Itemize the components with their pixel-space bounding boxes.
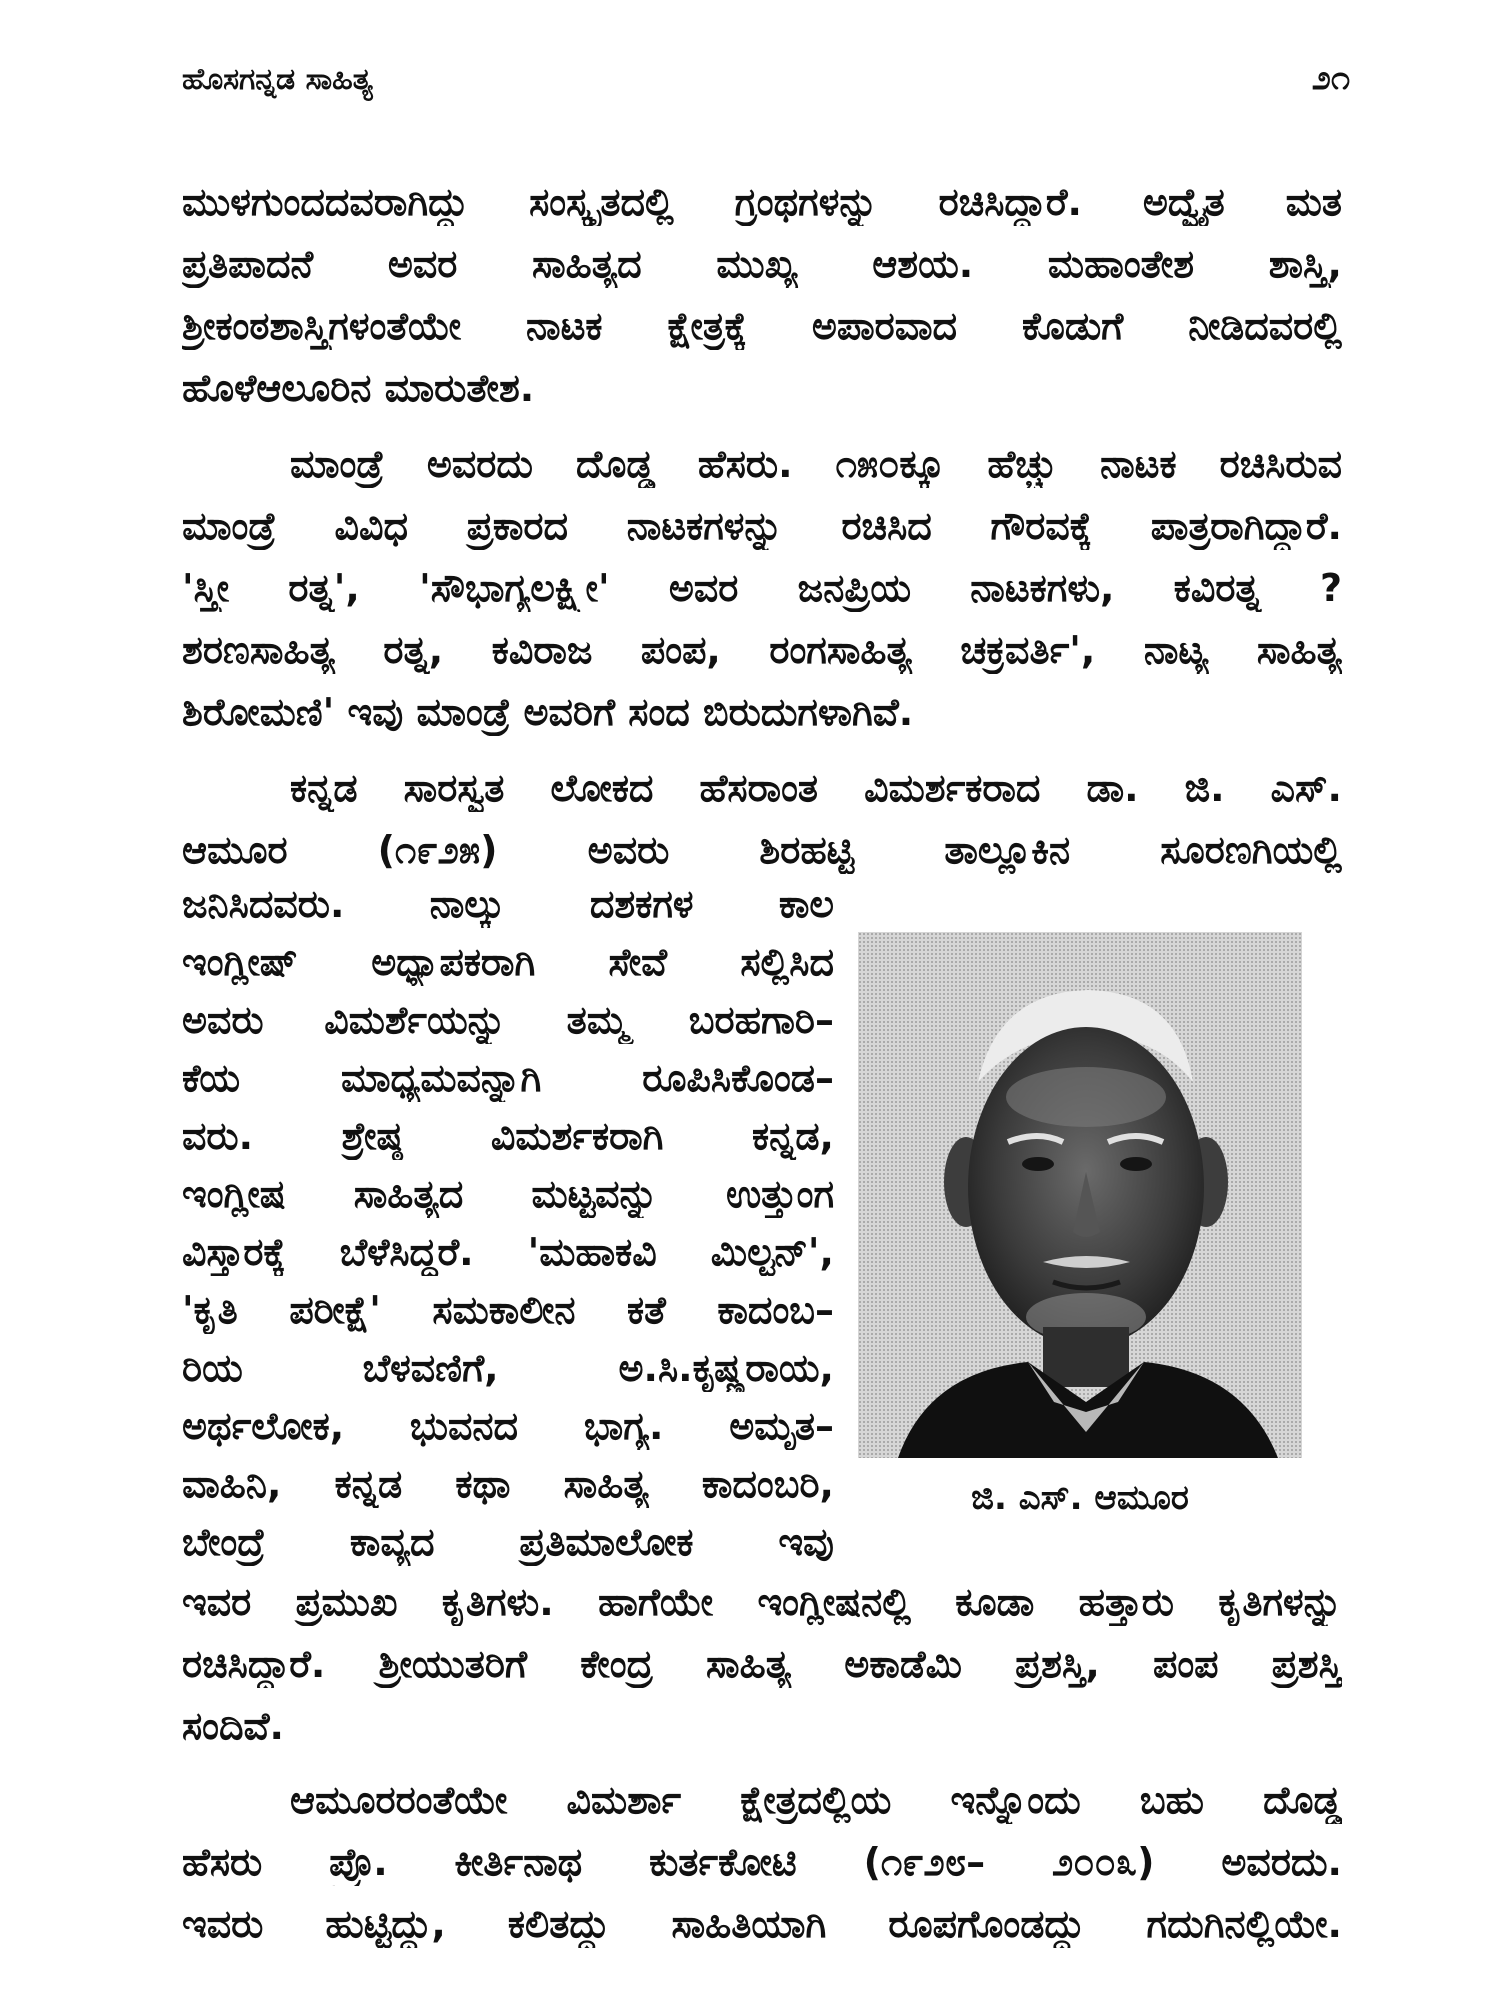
text-line: ಕೆಯ ಮಾಧ್ಯಮವನ್ನಾಗಿ ರೂಪಿಸಿಕೊಂಡ– (182, 1056, 834, 1100)
text-line: ವರು. ಶ್ರೇಷ್ಠ ವಿಮರ್ಶಕರಾಗಿ ಕನ್ನಡ, (182, 1114, 834, 1158)
text-line: ಬೇಂದ್ರೆ ಕಾವ್ಯದ ಪ್ರತಿಮಾಲೋಕ ಇವು (182, 1520, 834, 1564)
text-line: ವಿಸ್ತಾರಕ್ಕೆ ಬೆಳೆಸಿದ್ದರೆ. 'ಮಹಾಕವಿ ಮಿಲ್ಟನ್', (182, 1230, 834, 1274)
photo-caption: ಜಿ. ಎಸ್. ಆಮೂರ (971, 1478, 1189, 1518)
text-line: ಆಮೂರ (೧೯೨೫) ಅವರು ಶಿರಹಟ್ಟಿ ತಾಲ್ಲೂಕಿನ ಸೂರಣಗಿಯಲ್ಲಿ (182, 828, 1342, 872)
text-line: ಹೊಳೆಆಲೂರಿನ ಮಾರುತೇಶ. (182, 366, 535, 410)
text-line: ಸಂದಿವೆ. (182, 1704, 284, 1748)
text-line: ಇವರು ಹುಟ್ಟಿದ್ದು, ಕಲಿತದ್ದು ಸಾಹಿತಿಯಾಗಿ ರೂಪಗೊಂಡದ್ದು ಗದುಗಿನಲ್ಲಿಯೇ. (182, 1902, 1342, 1946)
page-number: ೨೧ (1311, 58, 1350, 98)
text-line: ಪ್ರತಿಪಾದನೆ ಅವರ ಸಾಹಿತ್ಯದ ಮುಖ್ಯ ಆಶಯ. ಮಹಾಂತೇಶ ಶಾಸ್ತ್ರಿ, (182, 242, 1342, 286)
text-line: ಇಂಗ್ಲೀಷ ಸಾಹಿತ್ಯದ ಮಟ್ಟವನ್ನು ಉತ್ತುಂಗ (182, 1172, 834, 1216)
text-line: ಇವರ ಪ್ರಮುಖ ಕೃತಿಗಳು. ಹಾಗೆಯೇ ಇಂಗ್ಲೀಷನಲ್ಲಿ ಕೂಡಾ ಹತ್ತಾರು ಕೃತಿಗಳನ್ನು (182, 1580, 1342, 1624)
text-line: ಶ್ರೀಕಂಠಶಾಸ್ತ್ರಿಗಳಂತೆಯೇ ನಾಟಕ ಕ್ಷೇತ್ರಕ್ಕೆ ಅಪಾರವಾದ ಕೊಡುಗೆ ನೀಡಿದವರಲ್ಲಿ (182, 304, 1342, 348)
text-line: ಮಾಂಡ್ರೆ ಅವರದು ದೊಡ್ಡ ಹೆಸರು. ೧೫೦ಕ್ಕೂ ಹೆಚ್ಚು ನಾಟಕ ರಚಿಸಿರುವ (290, 442, 1342, 486)
text-line: ಅರ್ಥಲೋಕ, ಭುವನದ ಭಾಗ್ಯ. ಅಮೃತ– (182, 1404, 834, 1448)
text-line: ಆಮೂರರಂತೆಯೇ ವಿಮರ್ಶಾ ಕ್ಷೇತ್ರದಲ್ಲಿಯ ಇನ್ನೊಂದು ಬಹು ದೊಡ್ಡ (290, 1778, 1342, 1822)
portrait-photo (858, 932, 1302, 1458)
text-line: 'ಸ್ತ್ರೀ ರತ್ನ', 'ಸೌಭಾಗ್ಯಲಕ್ಷ್ಮೀ' ಅವರ ಜನಪ್ರಿಯ ನಾಟಕಗಳು, ಕವಿರತ್ನ ? (182, 566, 1342, 610)
text-line: ಅವರು ವಿಮರ್ಶೆಯನ್ನು ತಮ್ಮ ಬರಹಗಾರಿ– (182, 998, 834, 1042)
text-line: ಕನ್ನಡ ಸಾರಸ್ವತ ಲೋಕದ ಹೆಸರಾಂತ ವಿಮರ್ಶಕರಾದ ಡಾ. ಜಿ. ಎಸ್. (290, 766, 1342, 810)
text-line: ಮುಳಗುಂದದವರಾಗಿದ್ದು ಸಂಸ್ಕೃತದಲ್ಲಿ ಗ್ರಂಥಗಳನ್ನು ರಚಿಸಿದ್ದಾರೆ. ಅದ್ವೈತ ಮತ (182, 180, 1342, 224)
portrait-illustration (858, 932, 1302, 1458)
text-line: ಶರಣಸಾಹಿತ್ಯ ರತ್ನ, ಕವಿರಾಜ ಪಂಪ, ರಂಗಸಾಹಿತ್ಯ ಚಕ್ರವರ್ತಿ', ನಾಟ್ಯ ಸಾಹಿತ್ಯ (182, 628, 1342, 672)
text-line: ರಚಿಸಿದ್ದಾರೆ. ಶ್ರೀಯುತರಿಗೆ ಕೇಂದ್ರ ಸಾಹಿತ್ಯ ಅಕಾಡೆಮಿ ಪ್ರಶಸ್ತಿ, ಪಂಪ ಪ್ರಶಸ್ತಿ (182, 1642, 1342, 1686)
text-line: ವಾಹಿನಿ, ಕನ್ನಡ ಕಥಾ ಸಾಹಿತ್ಯ ಕಾದಂಬರಿ, (182, 1462, 834, 1506)
text-line: ಶಿರೋಮಣಿ' ಇವು ಮಾಂಡ್ರೆ ಅವರಿಗೆ ಸಂದ ಬಿರುದುಗಳಾಗಿವೆ. (182, 690, 914, 734)
text-line: ಮಾಂಡ್ರೆ ವಿವಿಧ ಪ್ರಕಾರದ ನಾಟಕಗಳನ್ನು ರಚಿಸಿದ ಗೌರವಕ್ಕೆ ಪಾತ್ರರಾಗಿದ್ದಾರೆ. (182, 504, 1342, 548)
text-line: 'ಕೃತಿ ಪರೀಕ್ಷೆ' ಸಮಕಾಲೀನ ಕತೆ ಕಾದಂಬ– (182, 1288, 834, 1332)
text-line: ಇಂಗ್ಲೀಷ್ ಅಧ್ಯಾಪಕರಾಗಿ ಸೇವೆ ಸಲ್ಲಿಸಿದ (182, 940, 834, 984)
running-title: ಹೊಸಗನ್ನಡ ಸಾಹಿತ್ಯ (182, 62, 373, 97)
text-line: ಜನಿಸಿದವರು. ನಾಲ್ಕು ದಶಕಗಳ ಕಾಲ (182, 882, 834, 926)
text-line: ಹೆಸರು ಪ್ರೊ. ಕೀರ್ತಿನಾಥ ಕುರ್ತಕೋಟಿ (೧೯೨೮– ೨೦೦೩) ಅವರದು. (182, 1840, 1342, 1884)
text-line: ರಿಯ ಬೆಳವಣಿಗೆ, ಅ.ಸಿ.ಕೃಷ್ಣರಾಯ, (182, 1346, 834, 1390)
